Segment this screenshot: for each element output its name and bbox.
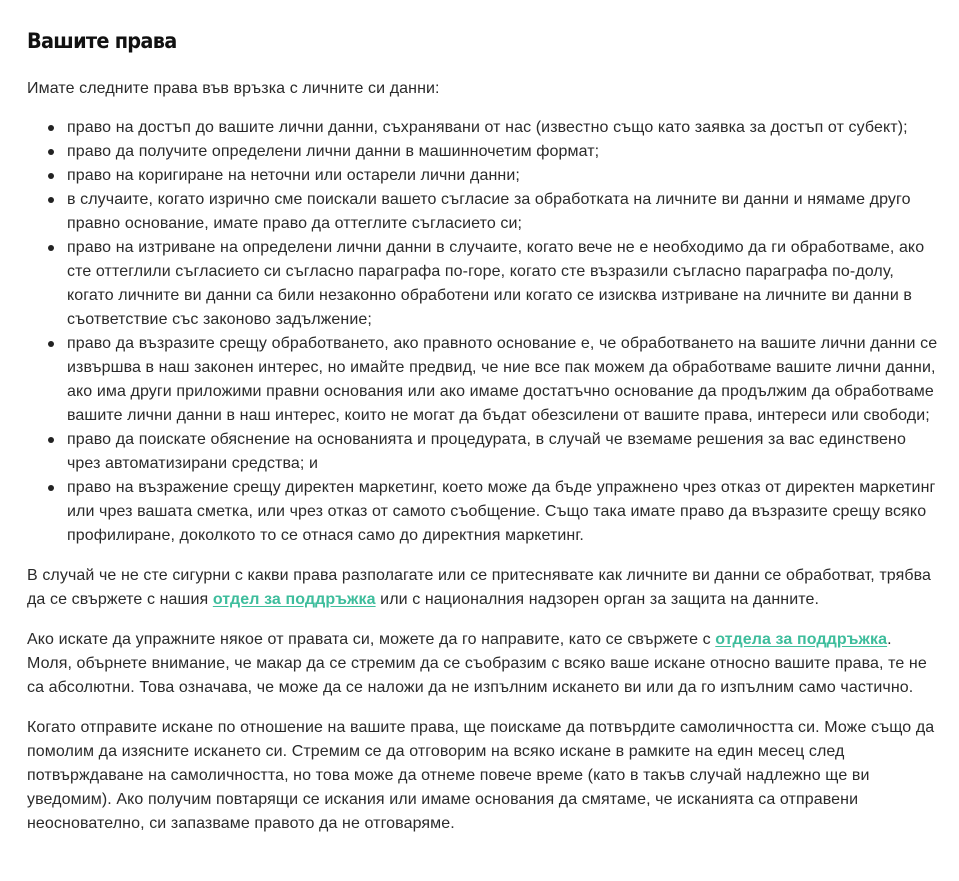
exercise-rights-text-after: . Моля, обърнете внимание, че макар да се стремим да се съобразим с всяко ваше искане относно вашите права, те не са абсолютни. Това означава, че може да се наложи да не изпълним искането ви или да го изпълним само частично. [27,631,927,696]
list-item: право да получите определени лични данни в машинночетим формат; [67,140,939,164]
list-item: право на възражение срещу директен маркетинг, което може да бъде упражнено чрез отказ от директен маркетинг или чрез вашата сметка, или чрез отказ от самото съобщение. Също така имате право да възразите срещу всяко профилиране, доколкото то се отнася само до директния маркетинг. [67,476,939,548]
exercise-rights-paragraph [27,628,939,700]
support-paragraph-text-after: или с националния надзорен орган за защита на данните. [375,591,820,608]
list-item: в случаите, когато изрично сме поискали вашето съгласие за обработката на личните ви данни и нямаме друго правно основание, имате право да оттеглите съгласието си; [67,188,939,236]
support-paragraph [27,564,939,612]
intro-text: Имате следните права във връзка с личните си данни: [27,80,440,97]
list-item: право да възразите срещу обработването, ако правното основание е, че обработването на вашите лични данни се извършва в наш законен интерес, но имайте предвид, че ние все пак можем да обработваме вашите лични данни, ако има други приложими правни основания или ако имаме достатъчно основание да продължим да обработваме вашите лични данни в наш интерес, които не могат да бъдат обезсилени от вашите права, интереси или свободи; [67,332,939,428]
identity-verification-paragraph: Когато отправите искане по отношение на вашите права, ще поискаме да потвърдите самоличността си. Може също да помолим да изясните искането си. Стремим се да отговорим на всяко искане в рамките на един месец след потвърждаване на самоличността, но това може да отнеме повече време (като в такъв случай надлежно ще ви уведомим). Ако получим повтарящи се искания или имаме основания да смятаме, че исканията са отправени неоснователно, си запазваме правото да не отговаряме. [27,719,935,832]
support-department-link-2[interactable]: отдела за поддръжка [715,631,888,648]
list-item: право на изтриване на определени лични данни в случаите, когато вече не е необходимо да ги обработваме, ако сте оттеглили съгласието си съгласно параграфа по-горе, когато сте възразили съгласно параграфа по-долу, когато личните ви данни са били незаконно обработени или когато се изисква изтриване на личните ви данни в съответствие със законово задължение; [67,236,939,332]
list-item: право на коригиране на неточни или остарели лични данни; [67,164,939,188]
rights-list [27,116,939,548]
list-item: право да поискате обяснение на основанията и процедурата, в случай че вземаме решения за вас единствено чрез автоматизирани средства; и [67,428,939,476]
exercise-rights-text-before: Ако искате да упражните някое от правата си, можете да го направите, като се свържете с [27,631,716,648]
list-item: право на достъп до вашите лични данни, съхранявани от нас (известно също като заявка за достъп от субект); [67,116,939,140]
support-paragraph-text-before: В случай че не сте сигурни с какви права разполагате или се притеснявате как личните ви данни се обработват, трябва да се свържете с нашия [27,567,932,608]
section-title: Вашите права [27,29,177,53]
support-department-link[interactable]: отдел за поддръжка [212,591,376,608]
